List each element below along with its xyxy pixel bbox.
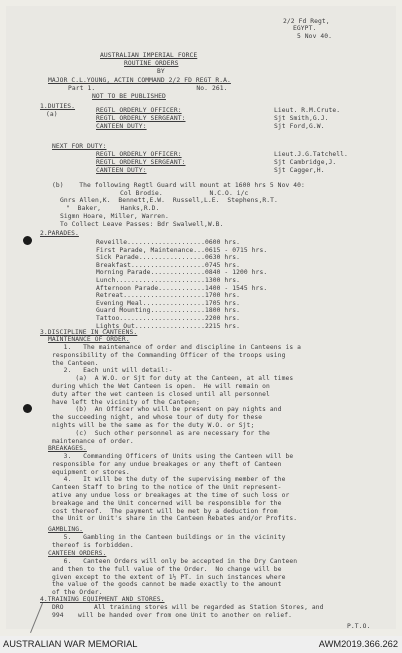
duty-role: CANTEEN DUTY: (96, 167, 147, 174)
parade-time: 1300 hrs. (204, 277, 240, 284)
margin-ref-dro: DRO (52, 604, 64, 611)
parade-name: Tattoo (96, 315, 120, 322)
body-line: 2. Each unit will detail:- (52, 367, 173, 375)
body-line: the value of the goods cannot be made exactly to the amount (52, 581, 282, 589)
parade-row (96, 292, 240, 299)
parade-name: Morning Parade (96, 269, 151, 277)
body-line: ative any undue loss or breakages at the time of such loss or (52, 492, 290, 499)
dot-leader: ............ (158, 284, 205, 292)
section3-subheading: MAINTENANCE OF ORDER. (48, 336, 130, 343)
body-line: 6. Canteen Orders will only be accepted in the Dry Canteen (52, 558, 298, 565)
body-line: 5. Gambling in the Canteen buildings or in the vicinity (52, 534, 286, 541)
header-location: EGYPT. (293, 25, 317, 32)
duty-name: Sjt Ford,G.W. (274, 123, 325, 130)
guard-line: (b) The following Regtl Guard will mount at 1600 hrs 5 Nov 40: (52, 182, 305, 189)
body-line: 3. Commanding Officers of Units using the Canteen will be (52, 453, 294, 460)
parade-row (96, 307, 240, 314)
parade-row (96, 262, 240, 269)
punch-hole-top (23, 236, 32, 245)
body-line: maintenance of order. (52, 437, 134, 445)
parade-row (96, 277, 240, 284)
parade-name: Reveille (96, 239, 128, 246)
duty-name: Sjt Smith,G.J. (274, 115, 329, 122)
dot-leader: ...................... (119, 315, 205, 322)
guard-gunners-1: Gnrs Allen,K. Bennett,E.W. Russell,L.E. Stephens,R.T. (60, 197, 278, 204)
parade-row (96, 247, 267, 254)
body-line: cost thereof. The payment will be met by a deduction from (52, 507, 278, 515)
body-line: and then to the full value of the Order. No change will be (52, 565, 282, 573)
body-line: (a) A W.O. or Sjt for duty at the Canteen, at all times (52, 375, 294, 383)
body-line: responsible for any undue breakages or any theft of Canteen (52, 460, 282, 468)
title-notice: NOT TO BE PUBLISHED (92, 93, 166, 100)
parade-time: 2200 hrs. (204, 315, 240, 322)
body-line: nights will be the same as for the duty W.O. or Sjt; (52, 422, 255, 429)
footer-accession: AWM2019.366.262 (318, 639, 398, 649)
parade-name: Sick Parade (96, 254, 139, 262)
dot-leader: ................. (138, 254, 205, 262)
parade-time: 0745 hrs. (204, 261, 240, 269)
body-line: 4. It will be the duty of the supervising member of the (52, 476, 286, 484)
body-line: (b) An Officer who will be present on pay nights and (52, 406, 282, 414)
guard-gunners-2: " Baker, Hanks,R.D. (66, 205, 160, 212)
next-for-duty-label: NEXT FOR DUTY: (52, 143, 107, 150)
body-line: the Canteen. (52, 359, 99, 367)
section4-line: will be handed over from one Unit to another on relief. (78, 612, 293, 619)
duty-name: Lieut. R.M.Crute. (274, 107, 341, 114)
body-line: given except to the extent of 1½ PT. in such instances where (52, 573, 286, 581)
parade-time: 1705 hrs. (204, 299, 240, 307)
margin-ref-number: 994 (52, 612, 64, 619)
parade-time: 0600 hrs. (204, 239, 240, 246)
duty-name: Sjt Cambridge,J. (274, 159, 337, 166)
body-line: responsibility of the Commanding Officer of the troops using (52, 351, 286, 359)
dot-leader: ....................... (115, 277, 205, 284)
body-line: breakage and the Unit concerned will be responsible for the (52, 499, 282, 507)
duty-role: CANTEEN DUTY: (96, 123, 147, 130)
gambling-heading: GAMBLING. (48, 526, 84, 533)
document-page (6, 6, 396, 629)
parade-row (96, 285, 267, 292)
footer-institution: AUSTRALIAN WAR MEMORIAL (3, 639, 138, 649)
section4-heading: 4.TRAINING EQUIPMENT AND STORES. (40, 596, 165, 603)
parade-time: 0630 hrs. (204, 254, 240, 262)
duty-name: Sjt Cagger,H. (274, 167, 325, 174)
title-line-1: AUSTRALIAN IMPERIAL FORCE (100, 52, 198, 59)
duty-role: REGTL ORDERLY SERGEANT: (96, 159, 186, 166)
parade-row (96, 315, 240, 322)
body-line: of the Order. (52, 589, 103, 597)
parade-name: Afternoon Parade (96, 284, 159, 292)
section2-heading: 2.PARADES. (40, 230, 79, 237)
parade-time: 1800 hrs. (204, 307, 240, 315)
guard-commander: Col Brodie. N.C.O. i/c (120, 190, 249, 197)
canteen-orders-heading: CANTEEN ORDERS. (48, 550, 107, 557)
parade-name: Breakfast (96, 261, 132, 269)
dot-leader: .............. (150, 269, 205, 277)
title-part-no: Part 1. No. 261. (68, 85, 228, 92)
section1-sub-a: (a) (46, 111, 58, 118)
dot-leader: ... (193, 246, 205, 254)
body-line: 1. The maintenance of order and discipline in Canteens is a (52, 344, 302, 351)
parade-time: 1400 - 1545 hrs. (204, 284, 268, 292)
section3-heading: 3.DISCIPLINE IN CANTEENS. (40, 329, 138, 336)
title-line-2: ROUTINE ORDERS (124, 60, 179, 67)
pto-marker: P.T.O. (347, 623, 371, 630)
dot-leader: ................... (131, 261, 205, 269)
archive-footer (0, 636, 402, 653)
dot-leader: ..................... (123, 292, 205, 300)
parade-time: 0840 - 1200 hrs. (204, 269, 268, 277)
body-line: (c) Such other personnel as are necessary for the (52, 429, 270, 437)
parade-name: Lights Out (96, 322, 135, 330)
dot-leader: ................ (142, 299, 205, 307)
section1-heading: 1.DUTIES. (40, 103, 76, 110)
body-line: have left the vicinity of the Canteen; (52, 398, 200, 406)
dot-leader: .............. (150, 307, 205, 315)
title-line-3: BY (157, 68, 165, 75)
header-unit: 2/2 Fd Regt, (283, 18, 330, 25)
section4-line: All training stores will be regarded as Station Stores, and (94, 604, 324, 611)
parade-name: Retreat (96, 292, 124, 300)
parade-row (96, 300, 240, 307)
parade-name: First Parade, Maintenance (96, 246, 194, 254)
duty-role: REGTL ORDERLY OFFICER: (96, 151, 182, 158)
parade-time: 2215 hrs. (204, 322, 240, 330)
dot-leader: .................. (134, 322, 205, 330)
header-date: 5 Nov 40. (297, 33, 333, 40)
margin-pencil-line (30, 603, 43, 633)
parade-time: 1700 hrs. (204, 292, 240, 300)
body-line: equipment or stores. (52, 468, 130, 476)
punch-hole-bottom (23, 404, 32, 413)
guard-leave-passes: To Collect Leave Passes: Bdr Swalwell,W.B. (60, 221, 224, 228)
body-line: during which the Wet Canteen is open. He will remain on (52, 383, 270, 390)
body-line: the Unit or Unit's share in the Canteen Rebates and/or Profits. (52, 515, 298, 523)
parade-row (96, 239, 240, 246)
parade-time: 0615 - 0715 hrs. (204, 246, 268, 254)
parade-name: Lunch (96, 277, 116, 284)
parade-row (96, 269, 267, 276)
parade-row (96, 254, 240, 261)
body-line: the succeeding night, and whose tour of duty for these (52, 414, 263, 422)
dot-leader: .................... (127, 239, 205, 246)
breakages-heading: BREAKAGES. (48, 445, 87, 452)
title-line-4: MAJOR C.L.YOUNG, ACTIN COMMAND 2/2 FD REGT R.A. (48, 77, 231, 84)
body-line: Canteen Staff to bring to the notice of the Unit represent- (52, 484, 282, 492)
duty-role: REGTL ORDERLY SERGEANT: (96, 115, 186, 122)
duty-name: Lieut.J.G.Tatchell. (274, 151, 348, 158)
duty-role: REGTL ORDERLY OFFICER: (96, 107, 182, 114)
body-line: duty after the wet canteen is closed until all personnel (52, 390, 270, 398)
parade-name: Guard Mounting (96, 307, 151, 315)
parade-name: Evening Meal (96, 299, 143, 307)
guard-signallers: Sigmn Hoare, Miller, Warren. (60, 213, 169, 220)
body-line: thereof is forbidden. (52, 541, 134, 549)
